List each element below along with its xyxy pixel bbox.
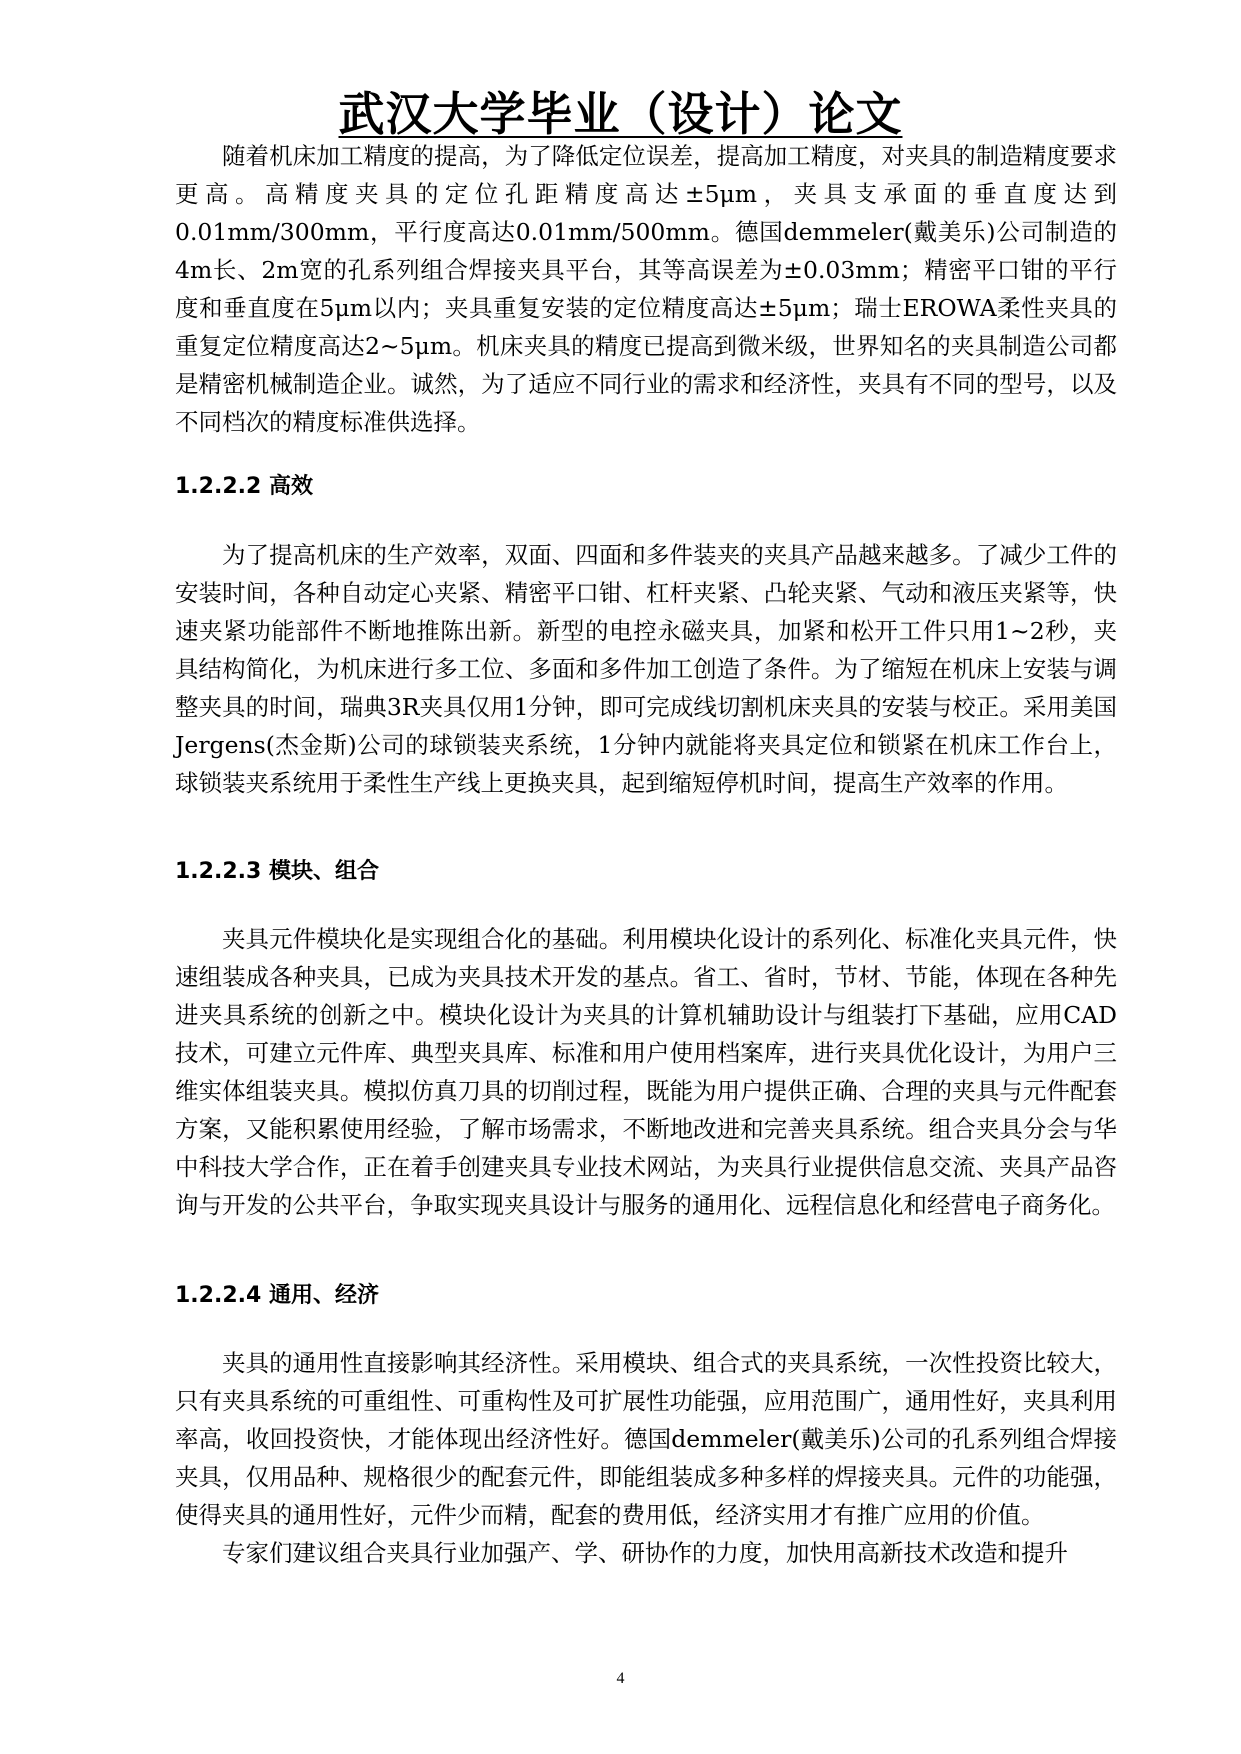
header-title: 武汉大学毕业（设计）论文 (338, 87, 903, 141)
section-heading-general: 1.2.2.4 通用、经济 (175, 1283, 379, 1308)
general-paragraph: 夹具的通用性直接影响其经济性。采用模块、组合式的夹具系统，一次性投资比较大，只有夹具系统的可重组性、可重构性及可扩展性功能强，应用范围广，通用性好，夹具利用率高，收回投资快，才能体现出经济性好。德国demmeler(戴美乐)公司的孔系列组合焊接夹具，仅用品种、规格很少的配套元件，即能组装成多种多样的焊接夹具。元件的功能强，使得夹具的通用性好，元件少而精，配套的费用低，经济实用才有推广应用的价值。 (175, 1349, 1117, 1529)
modular-paragraph-block (175, 920, 1117, 1224)
intro-paragraph-block (175, 137, 1117, 441)
efficiency-paragraph-block (175, 536, 1117, 802)
modular-paragraph: 夹具元件模块化是实现组合化的基础。利用模块化设计的系列化、标准化夹具元件，快速组装成各种夹具，已成为夹具技术开发的基点。省工、省时，节材、节能，体现在各种先进夹具系统的创新之中。模块化设计为夹具的计算机辅助设计与组装打下基础，应用CAD技术，可建立元件库、典型夹具库、标准和用户使用档案库，进行夹具优化设计，为用户三维实体组装夹具。模拟仿真刀具的切削过程，既能为用户提供正确、合理的夹具与元件配套方案，又能积累使用经验，了解市场需求，不断地改进和完善夹具系统。组合夹具分会与华中科技大学合作，正在着手创建夹具专业技术网站，为夹具行业提供信息交流、夹具产品咨询与开发的公共平台，争取实现夹具设计与服务的通用化、远程信息化和经营电子商务化。 (175, 925, 1117, 1219)
intro-paragraph: 随着机床加工精度的提高，为了降低定位误差，提高加工精度，对夹具的制造精度要求更高。高精度夹具的定位孔距精度高达±5μm，夹具支承面的垂直度达到0.01mm/300mm，平行度高达0.01mm/500mm。德国demmeler(戴美乐)公司制造的4m长、2m宽的孔系列组合焊接夹具平台，其等高误差为±0.03mm；精密平口钳的平行度和垂直度在5μm以内；夹具重复安装的定位精度高达±5μm；瑞士EROWA柔性夹具的重复定位精度高达2~5μm。机床夹具的精度已提高到微米级，世界知名的夹具制造公司都是精密机械制造企业。诚然，为了适应不同行业的需求和经济性，夹具有不同的型号，以及不同档次的精度标准供选择。 (175, 142, 1117, 436)
section-heading-modular: 1.2.2.3 模块、组合 (175, 859, 379, 884)
section-heading-efficiency: 1.2.2.2 高效 (175, 474, 313, 499)
page-number: 4 (616, 1670, 625, 1687)
page-header (0, 86, 1241, 142)
general-paragraph-block (175, 1344, 1117, 1572)
efficiency-paragraph: 为了提高机床的生产效率，双面、四面和多件装夹的夹具产品越来越多。了减少工件的安装时间，各种自动定心夹紧、精密平口钳、杠杆夹紧、凸轮夹紧、气动和液压夹紧等，快速夹紧功能部件不断地推陈出新。新型的电控永磁夹具，加紧和松开工件只用1~2秒，夹具结构简化，为机床进行多工位、多面和多件加工创造了条件。为了缩短在机床上安装与调整夹具的时间，瑞典3R夹具仅用1分钟，即可完成线切割机床夹具的安装与校正。采用美国Jergens(杰金斯)公司的球锁装夹系统，1分钟内就能将夹具定位和锁紧在机床工作台上，球锁装夹系统用于柔性生产线上更换夹具，起到缩短停机时间，提高生产效率的作用。 (175, 541, 1117, 797)
experts-paragraph: 专家们建议组合夹具行业加强产、学、研协作的力度，加快用高新技术改造和提升 (222, 1539, 1068, 1567)
